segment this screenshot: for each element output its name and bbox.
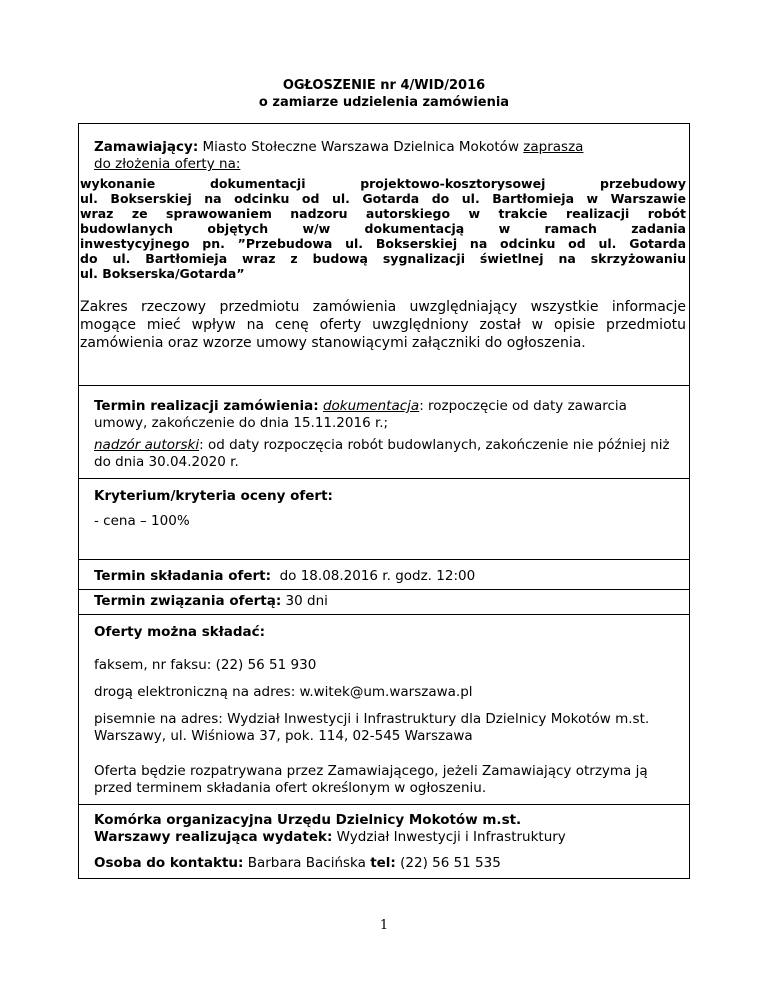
divider (78, 589, 690, 590)
documentation-label: dokumentacja (322, 398, 420, 414)
submission-section (94, 624, 674, 797)
submission-email: drogą elektroniczną na adres: w.witek@um.warszawa.pl (94, 684, 473, 700)
submission-fax: faksem, nr faksu: (22) 56 51 930 (94, 657, 317, 673)
document-title (0, 77, 768, 111)
binding-value: 30 dni (281, 593, 328, 609)
invite-text-1: zaprasza (523, 139, 584, 155)
unit-value: Wydział Inwestycji i Infrastruktury (332, 829, 566, 845)
deadline-section (94, 568, 674, 585)
criteria-section (94, 488, 674, 530)
submission-note: Oferta będzie rozpatrywana przez Zamawiającego, jeżeli Zamawiający otrzyma ją przed terminem składania ofert określonym w ogłoszeniu. (94, 763, 648, 796)
unit-label-1: Komórka organizacyjna Urzędu Dzielnicy Mokotów m.st. (94, 812, 522, 828)
phone-number: (22) 56 51 535 (395, 855, 501, 871)
term-section (94, 398, 674, 471)
deadline-label: Termin składania ofert: (94, 568, 272, 584)
page-number: 1 (379, 918, 389, 933)
deadline-value: do 18.08.2016 r. godz. 12:00 (271, 568, 476, 584)
scope-paragraph: Zakres rzeczowy przedmiotu zamówienia uwzględniający wszystkie informacje mogące mieć wpływ na cenę oferty uwzględniony został w opisie przedmiotu zamówienia oraz wzorze umowy stanowiącymi załączniki do ogłoszenia. (80, 299, 686, 351)
phone-label: tel: (370, 855, 396, 871)
contact-label: Osoba do kontaktu: (94, 855, 244, 871)
contracting-text: Miasto Stołeczne Warszawa Dzielnica Mokotów (198, 139, 524, 155)
divider (78, 804, 690, 805)
unit-label-2: Warszawy realizująca wydatek: (94, 829, 333, 845)
description-line: wykonanie dokumentacji projektowo-kosztorysowej przebudowy (80, 176, 686, 191)
submission-label: Oferty można składać: (94, 624, 266, 640)
divider (78, 385, 690, 386)
description-line: inwestycyjnego pn. ”Przebudowa ul. Bokserskiej na odcinku od ul. Gotarda (80, 236, 686, 251)
binding-section (94, 593, 674, 610)
criteria-label: Kryterium/kryteria oceny ofert: (94, 488, 333, 504)
contracting-label: Zamawiający: (94, 139, 199, 155)
contact-section (94, 855, 674, 872)
title-line-1: OGŁOSZENIE nr 4/WID/2016 (282, 78, 486, 93)
description-line: ul. Bokserska/Gotarda” (80, 266, 245, 281)
title-line-2: o zamiarze udzielenia zamówienia (258, 95, 510, 110)
contact-name: Barbara Bacińska (243, 855, 371, 871)
description-line: do ul. Bartłomieja wraz z budową sygnalizacji świetlnej na skrzyżowaniu (80, 251, 686, 266)
documentation-term: : rozpoczęcie od daty zawarcia umowy, zakończenie do dnia 15.11.2016 r.; (94, 398, 627, 431)
contracting-authority (94, 139, 674, 173)
supervision-term: : od daty rozpoczęcia robót budowlanych, zakończenie nie później niż do dnia 30.04.2020 r. (94, 437, 670, 470)
criteria-value: - cena – 100% (94, 513, 190, 529)
description-line: budowlanych objętych w/w dokumentacją w ramach zadania (80, 221, 686, 236)
divider (78, 559, 690, 560)
term-label: Termin realizacji zamówienia: (94, 398, 319, 414)
description-line: wraz ze sprawowaniem nadzoru autorskiego w trakcie realizacji robót (80, 206, 686, 221)
supervision-label: nadzór autorski (94, 437, 200, 453)
order-description (80, 176, 686, 281)
binding-label: Termin związania ofertą: (94, 593, 282, 609)
divider (78, 614, 690, 615)
description-line: ul. Bokserskiej na odcinku od ul. Gotarda do ul. Bartłomieja w Warszawie (80, 191, 686, 206)
frame-right-edge (689, 123, 690, 283)
invite-text-2: do złożenia oferty na: (94, 156, 241, 172)
submission-mail: pisemnie na adres: Wydział Inwestycji i Infrastruktury dla Dzielnicy Mokotów m.st. Warszawy, ul. Wiśniowa 37, pok. 114, 02-545 Warszawa (94, 711, 650, 744)
unit-section (94, 812, 674, 846)
divider (78, 478, 690, 479)
